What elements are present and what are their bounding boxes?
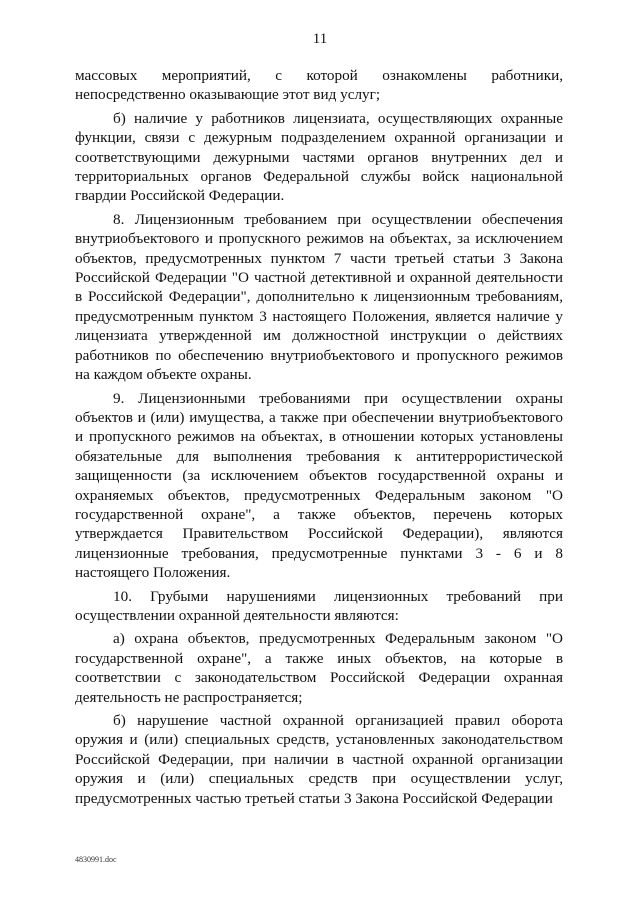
document-body <box>75 66 563 812</box>
paragraph-clause-8: 8. Лицензионным требованием при осуществлении обеспечения внутриобъектового и пропускного режимов на объектах, за исключением объектов, предусмотренных пунктом 7 части третьей статьи 3 Закона Российской Федерации "О частной детективной и охранной деятельности в Российской Федерации", дополнительно к лицензионным требованиям, предусмотренным пунктом 3 настоящего Положения, является наличие у лицензиата утвержденной им должностной инструкции о действиях работников по обеспечению внутриобъектового и пропускного режимов на каждом объекте охраны. <box>75 210 563 384</box>
document-file-code: 4830991.doc <box>75 855 117 864</box>
page-number: 11 <box>312 31 328 47</box>
paragraph-clause-10: 10. Грубыми нарушениями лицензионных требований при осуществлении охранной деятельности являются: <box>75 587 563 624</box>
paragraph-item-a-protection: а) охрана объектов, предусмотренных Федеральным законом "О государственной охране", а также иных объектов, на которые в соответствии с законодательством Российской Федерации охранная деятельность не распространяется; <box>75 630 563 706</box>
paragraph-item-b-weapons: б) нарушение частной охранной организацией правил оборота оружия и (или) специальных средств, установленных законодательством Российской Федерации, при наличии в частной охранной организации оружия и (или) специальных средств при осуществлении услуг, предусмотренных частью третьей статьи 3 Закона Российской Федерации <box>75 712 563 807</box>
paragraph-continuation: массовых мероприятий, с которой ознакомлены работники, непосредственно оказывающие этот вид услуг; <box>75 67 563 104</box>
paragraph-item-b-communication: б) наличие у работников лицензиата, осуществляющих охранные функции, связи с дежурным подразделением охранной организации и соответствующими дежурными частями органов внутренних дел и территориальных органов Федеральной службы войск национальной гвардии Российской Федерации. <box>75 109 563 205</box>
paragraph-clause-9: 9. Лицензионными требованиями при осуществлении охраны объектов и (или) имущества, а также при обеспечении внутриобъектового и пропускного режимов на объектах, в отношении которых установлены обязательные для выполнения требования к антитеррористической защищенности (за исключением объектов государственной охраны и охраняемых объектов, предусмотренных Федеральным законом "О государственной охране", а также объектов, перечень которых утверждается Правительством Российской Федерации), являются лицензионные требования, предусмотренные пунктами 3 - 6 и 8 настоящего Положения. <box>75 389 563 582</box>
